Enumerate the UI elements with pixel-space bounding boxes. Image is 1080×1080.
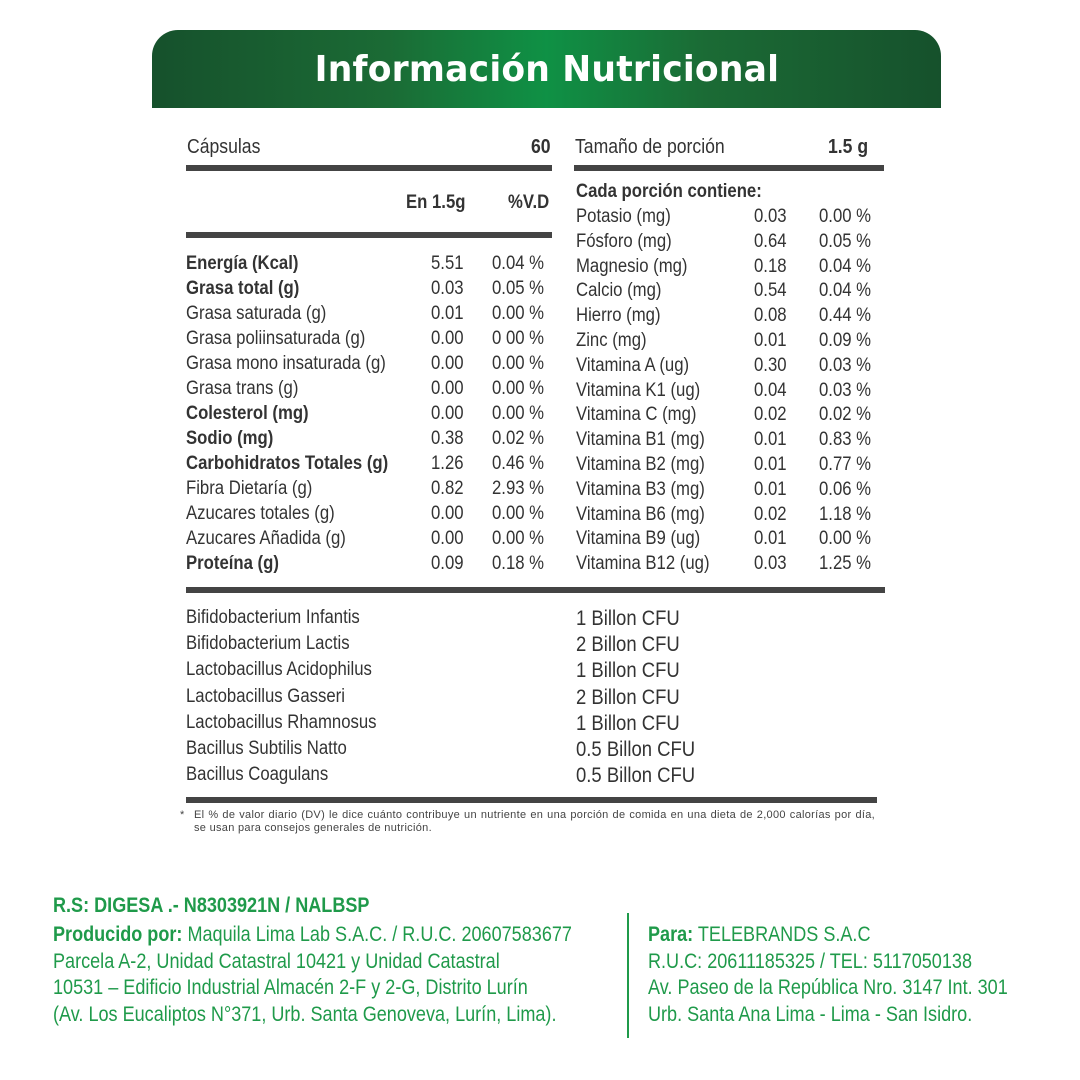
producer-address-line: Parcela A-2, Unidad Catastral 10421 y Unidad Catastral: [53, 950, 500, 973]
nutrient-dv: 0.04 %: [819, 280, 872, 302]
nutrient-dv: 0.02 %: [819, 404, 872, 426]
nutrient-dv: 1.18 %: [819, 503, 872, 525]
nutrient-amount: 0.08: [754, 305, 787, 327]
nutrient-name: Potasio (mg): [576, 206, 671, 227]
nutrient-name: Vitamina B12 (ug): [576, 553, 710, 575]
nutrient-name: Colesterol (mg): [186, 403, 309, 424]
nutrient-amount: 0.02: [754, 404, 787, 426]
nutrient-name: Azucares totales (g): [186, 503, 335, 524]
producer-label: Producido por:: [53, 923, 183, 946]
nutrient-name: Grasa mono insaturada (g): [186, 353, 386, 374]
producer-address-line: 10531 – Edificio Industrial Almacén 2-F y 2-G, Distrito Lurín: [53, 976, 528, 999]
nutrient-amount: 0.09: [431, 553, 464, 574]
probiotic-amount: 1 Billon CFU: [576, 659, 680, 683]
rule-footnote: [186, 797, 877, 803]
nutrient-dv: 0.06 %: [819, 478, 872, 500]
nutrient-amount: 0.01: [431, 303, 464, 324]
distributor-name: TELEBRANDS S.A.C: [693, 923, 871, 946]
nutrient-dv: 0.03 %: [819, 354, 872, 376]
nutrient-amount: 0.00: [431, 403, 464, 424]
nutrient-name: Vitamina B2 (mg): [576, 454, 705, 475]
distributor-line: [648, 924, 870, 945]
nutrient-dv: 0.09 %: [819, 330, 872, 351]
distributor-info-line: Urb. Santa Ana Lima - Lima - San Isidro.: [648, 1003, 973, 1026]
nutrient-dv: 0.05 %: [492, 278, 545, 299]
nutrient-name: Sodio (mg): [186, 428, 274, 449]
nutrient-name: Grasa total (g): [186, 278, 300, 299]
nutrient-dv: 0.77 %: [819, 454, 872, 475]
nutrient-amount: 0.38: [431, 428, 464, 449]
nutrient-name: Vitamina C (mg): [576, 404, 697, 426]
nutrient-amount: 1.26: [431, 453, 464, 474]
nutrient-dv: 0.00 %: [492, 503, 545, 524]
nutrient-dv: 0.46 %: [492, 453, 545, 474]
serving-size-value: 1.5 g: [828, 136, 869, 158]
nutrient-dv: 0.04 %: [819, 255, 872, 277]
probiotic-name: Bacillus Subtilis Natto: [186, 738, 347, 759]
distributor-label: Para:: [648, 923, 694, 946]
nutrient-name: Vitamina B1 (mg): [576, 429, 705, 451]
nutrient-name: Vitamina A (ug): [576, 354, 690, 376]
nutrient-name: Energía (Kcal): [186, 253, 299, 274]
nutrient-amount: 0.00: [431, 328, 464, 349]
nutrient-name: Grasa poliinsaturada (g): [186, 328, 366, 349]
footnote-marker: *: [180, 809, 185, 821]
nutrient-amount: 0.00: [431, 353, 464, 374]
probiotic-amount: 1 Billon CFU: [576, 607, 680, 630]
nutrient-dv: 0.03 %: [819, 379, 872, 401]
probiotic-name: Bifidobacterium Infantis: [186, 607, 360, 628]
probiotic-amount: 0.5 Billon CFU: [576, 738, 696, 761]
nutrient-dv: 0.83 %: [819, 429, 872, 451]
nutrient-amount: 0.00: [431, 528, 464, 549]
nutrient-name: Proteína (g): [186, 553, 279, 574]
rule-top-right: [574, 165, 884, 171]
distributor-info-line: Av. Paseo de la República Nro. 3147 Int. 301: [648, 976, 1008, 999]
nutrient-dv: 0.00 %: [492, 353, 545, 374]
nutrient-amount: 0.54: [754, 280, 787, 302]
nutrient-name: Azucares Añadida (g): [186, 528, 346, 549]
nutrient-name: Grasa trans (g): [186, 378, 299, 399]
serving-size-label: Tamaño de porción: [575, 136, 725, 158]
nutrient-amount: 0.03: [431, 278, 464, 299]
probiotic-name: Bacillus Coagulans: [186, 764, 329, 786]
nutrient-name: Calcio (mg): [576, 280, 662, 302]
capsules-label: Cápsulas: [187, 136, 261, 158]
rule-bottom: [186, 587, 885, 593]
header-banner: [152, 30, 941, 108]
nutrient-amount: 0.82: [431, 478, 464, 499]
nutrient-name: Fibra Dietaría (g): [186, 478, 313, 499]
nutrient-name: Fósforo (mg): [576, 230, 672, 252]
footer-divider: [627, 913, 629, 1038]
nutrient-dv: 0.05 %: [819, 230, 872, 252]
page-title: Información Nutricional: [314, 48, 779, 90]
nutrient-name: Vitamina K1 (ug): [576, 379, 701, 401]
nutrient-name: Hierro (mg): [576, 305, 661, 327]
nutrient-dv: 0.00 %: [492, 378, 545, 399]
nutrient-name: Vitamina B9 (ug): [576, 528, 701, 550]
probiotic-name: Lactobacillus Acidophilus: [186, 659, 372, 681]
probiotic-name: Lactobacillus Gasseri: [186, 685, 345, 707]
footnote: [180, 809, 875, 835]
nutrient-name: Zinc (mg): [576, 330, 647, 351]
nutrient-amount: 0.01: [754, 429, 787, 451]
nutrient-amount: 0.01: [754, 454, 787, 475]
nutrient-amount: 5.51: [431, 253, 464, 274]
nutrient-name: Carbohidratos Totales (g): [186, 453, 389, 474]
registry-number: R.S: DIGESA .- N8303921N / NALBSP: [53, 894, 370, 917]
nutrient-name: Vitamina B3 (mg): [576, 478, 705, 500]
nutrient-dv: 0.00 %: [492, 403, 545, 424]
column-header-amount: En 1.5g: [406, 192, 466, 213]
nutrient-amount: 0.03: [754, 553, 787, 575]
rule-top-left: [186, 165, 552, 171]
nutrient-name: Vitamina B6 (mg): [576, 503, 705, 525]
producer-name: Maquila Lima Lab S.A.C. / R.U.C. 20607583677: [182, 923, 572, 946]
nutrient-dv: 0.00 %: [819, 528, 872, 550]
nutrient-amount: 0.04: [754, 379, 787, 401]
nutrient-dv: 0.00 %: [492, 303, 545, 324]
distributor-info-line: R.U.C: 20611185325 / TEL: 5117050138: [648, 950, 972, 973]
nutrient-dv: 0 00 %: [492, 328, 545, 349]
nutrient-amount: 0.02: [754, 503, 787, 525]
probiotic-amount: 1 Billon CFU: [576, 711, 680, 735]
column-header-dv: %V.D: [508, 192, 550, 213]
probiotic-amount: 2 Billon CFU: [576, 685, 680, 709]
nutrient-dv: 0.18 %: [492, 553, 545, 574]
nutrient-amount: 0.18: [754, 255, 787, 277]
probiotic-amount: 2 Billon CFU: [576, 633, 680, 657]
rule-mid-left: [186, 232, 552, 238]
nutrient-dv: 0.44 %: [819, 305, 872, 327]
nutrient-amount: 0.30: [754, 354, 787, 376]
nutrient-amount: 0.64: [754, 230, 787, 252]
nutrient-dv: 0.00 %: [819, 206, 872, 227]
nutrient-dv: 1.25 %: [819, 553, 872, 575]
probiotic-amount: 0.5 Billon CFU: [576, 764, 696, 788]
probiotic-name: Lactobacillus Rhamnosus: [186, 711, 377, 733]
nutrient-amount: 0.00: [431, 503, 464, 524]
nutrient-amount: 0.00: [431, 378, 464, 399]
probiotic-name: Bifidobacterium Lactis: [186, 633, 350, 655]
nutrient-amount: 0.01: [754, 478, 787, 500]
nutrient-dv: 0.00 %: [492, 528, 545, 549]
nutrient-name: Grasa saturada (g): [186, 303, 327, 324]
producer-address-line: (Av. Los Eucaliptos N°371, Urb. Santa Genoveva, Lurín, Lima).: [53, 1003, 557, 1026]
producer-line: [53, 924, 572, 945]
nutrient-dv: 0.02 %: [492, 428, 545, 449]
capsules-value: 60: [531, 136, 551, 158]
nutrient-amount: 0.01: [754, 330, 787, 351]
nutrient-dv: 0.04 %: [492, 253, 545, 274]
footnote-text: El % de valor diario (DV) le dice cuánto contribuye un nutriente en una porción de comida en una dieta de 2,000 calorías por día, se usan para consejos generales de nutrición.: [194, 809, 875, 834]
nutrient-name: Magnesio (mg): [576, 255, 688, 277]
nutrient-amount: 0.03: [754, 206, 787, 227]
nutrient-dv: 2.93 %: [492, 478, 545, 499]
each-serving-contains: Cada porción contiene:: [576, 181, 762, 202]
nutrient-amount: 0.01: [754, 528, 787, 550]
